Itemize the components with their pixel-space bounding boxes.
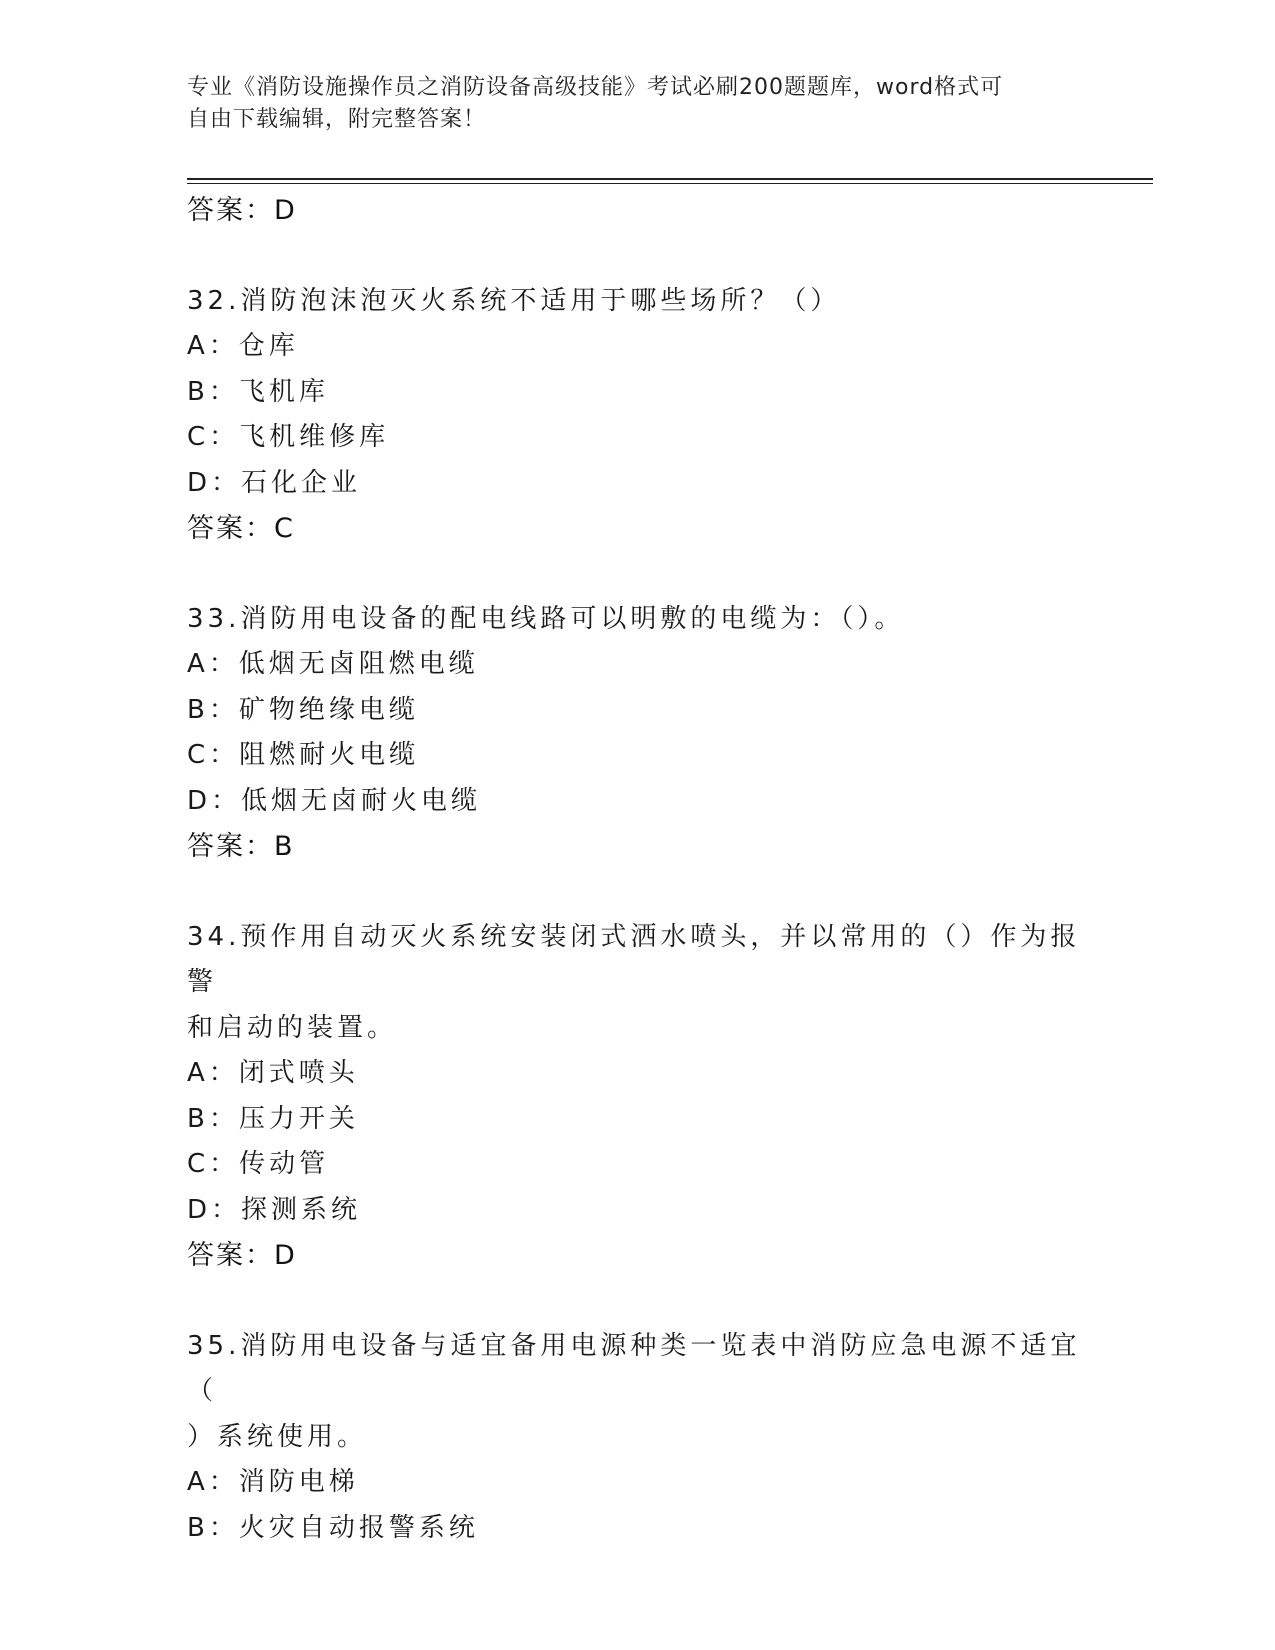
question-content <box>187 188 1087 1551</box>
option-b: B：火灾自动报警系统 <box>187 1512 479 1543</box>
document-header <box>187 72 1087 136</box>
question-stem: 32.消防泡沫泡灭火系统不适用于哪些场所？（） <box>187 285 841 316</box>
question-stem-line-1: 34.预作用自动灭火系统安装闭式洒水喷头，并以常用的（）作为报警 <box>187 921 1081 997</box>
option-d: D：石化企业 <box>187 467 362 498</box>
question-stem-line-2: ）系统使用。 <box>187 1421 368 1452</box>
answer-34: 答案：D <box>187 1240 297 1271</box>
option-d: D：低烟无卤耐火电缆 <box>187 785 482 816</box>
spacer <box>187 234 1087 279</box>
option-d: D：探测系统 <box>187 1194 362 1225</box>
option-c: C：飞机维修库 <box>187 422 390 452</box>
option-c: C：传动管 <box>187 1149 330 1179</box>
option-b: B：飞机库 <box>187 376 329 407</box>
header-divider-thin <box>187 183 1153 184</box>
option-a: A：仓库 <box>187 331 299 361</box>
option-b: B：压力开关 <box>187 1103 359 1134</box>
question-32 <box>187 279 1087 552</box>
question-34 <box>187 915 1087 1279</box>
question-33 <box>187 597 1087 870</box>
header-line-1: 专业《消防设施操作员之消防设备高级技能》考试必刷200题题库，word格式可 <box>187 75 1004 100</box>
header-divider-thick <box>187 178 1153 180</box>
answer-33: 答案：B <box>187 831 295 862</box>
option-b: B：矿物绝缘电缆 <box>187 694 419 725</box>
option-a: A：消防电梯 <box>187 1467 359 1497</box>
option-c: C：阻燃耐火电缆 <box>187 740 420 770</box>
answer-32: 答案：C <box>187 513 295 544</box>
question-stem: 33.消防用电设备的配电线路可以明敷的电缆为：（）。 <box>187 603 905 634</box>
option-a: A：低烟无卤阻燃电缆 <box>187 649 479 679</box>
answer-31: 答案：D <box>187 195 297 226</box>
option-a: A：闭式喷头 <box>187 1058 359 1088</box>
question-35 <box>187 1324 1087 1552</box>
question-stem-line-2: 和启动的装置。 <box>187 1012 398 1043</box>
spacer <box>187 870 1087 915</box>
question-stem-line-1: 35.消防用电设备与适宜备用电源种类一览表中消防应急电源不适宜（ <box>187 1330 1081 1406</box>
spacer <box>187 1279 1087 1324</box>
header-line-2: 自由下载编辑，附完整答案！ <box>187 107 487 132</box>
spacer <box>187 552 1087 597</box>
